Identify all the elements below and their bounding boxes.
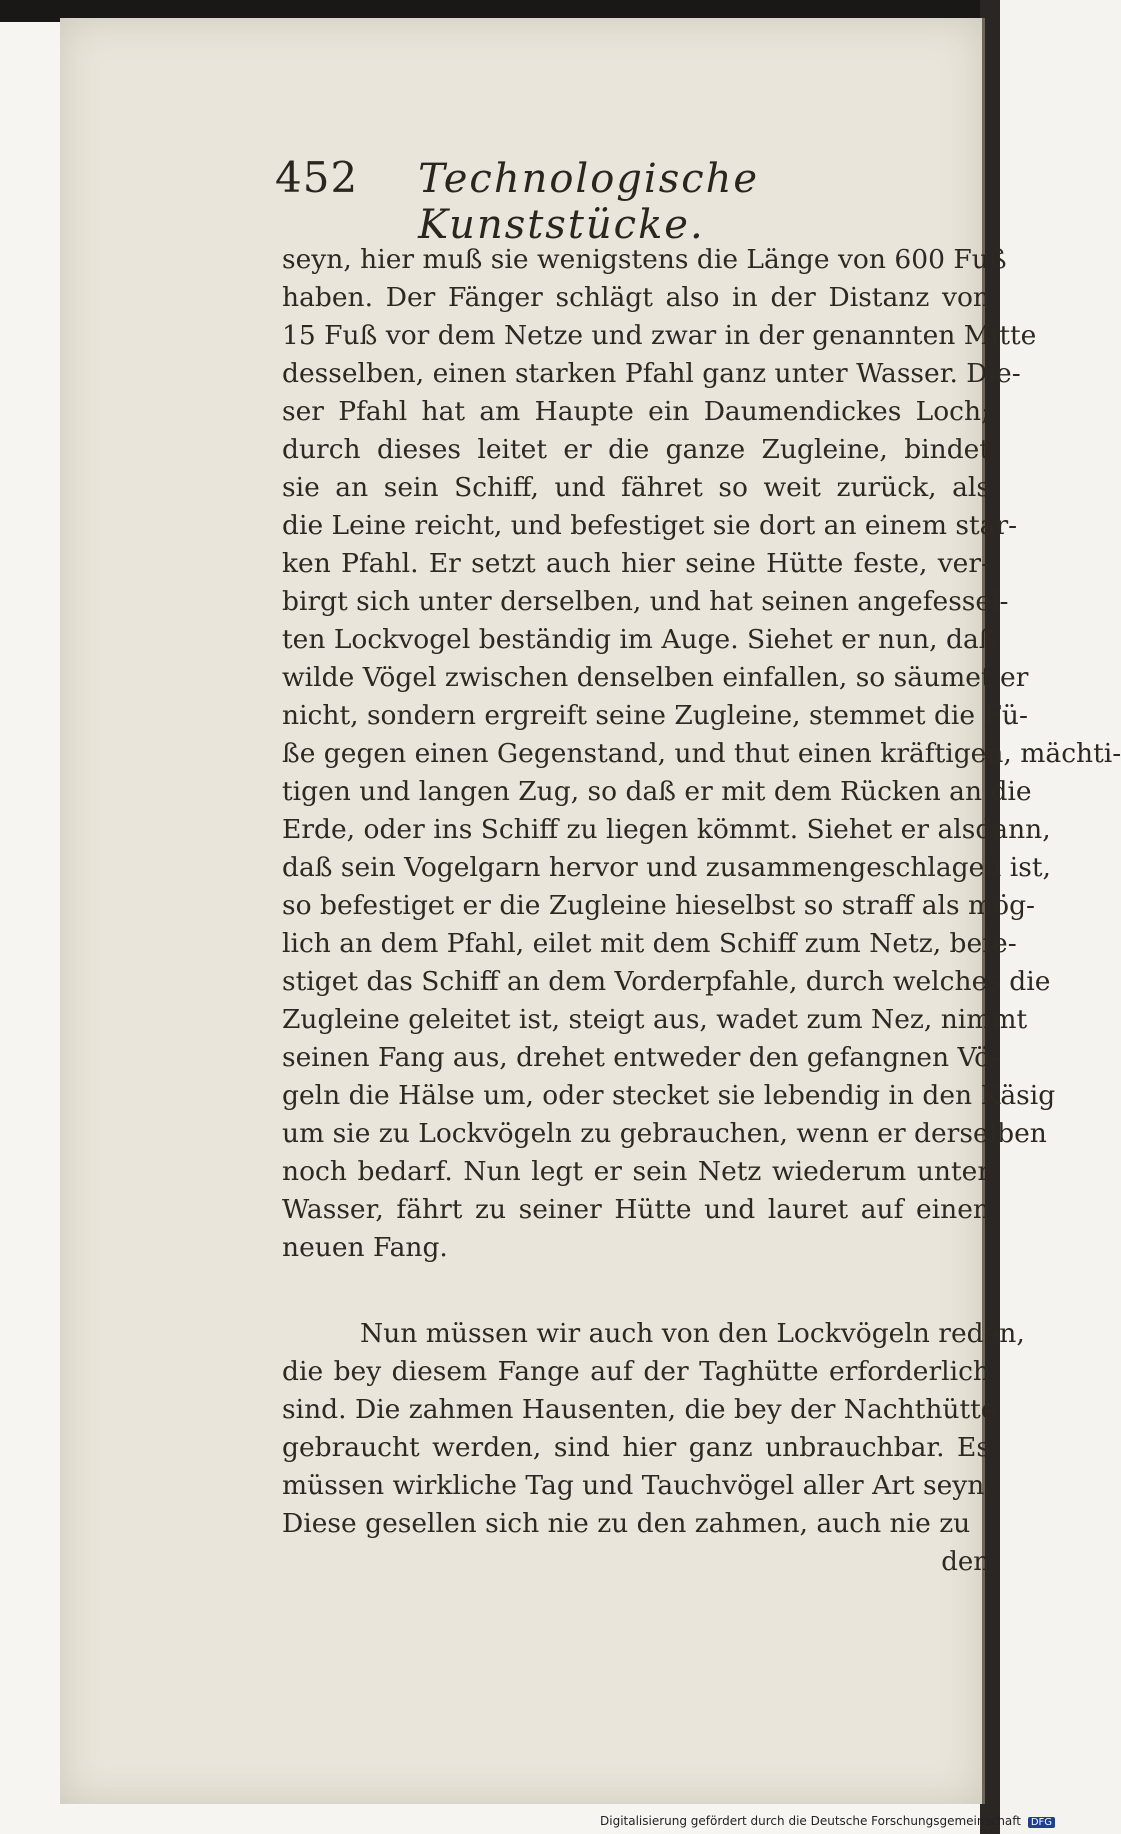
- page-header: [210, 153, 1000, 248]
- text-line: seyn, hier muß sie wenigstens die Länge von 600 Fuß: [282, 244, 1007, 275]
- text-line: ser Pfahl hat am Haupte ein Daumendickes Loch;: [282, 396, 990, 427]
- text-line: ten Lockvogel beständig im Auge. Siehet er nun, daß: [282, 624, 997, 655]
- text-line: die Leine reicht, und befestiget sie dort an einem star-: [282, 510, 1018, 541]
- text-line: ken Pfahl. Er setzt auch hier seine Hütte feste, ver-: [282, 548, 990, 579]
- text-line: haben. Der Fänger schlägt also in der Distanz von: [282, 282, 990, 313]
- text-line: so befestiget er die Zugleine hieselbst so straff als mög-: [282, 890, 1035, 921]
- text-line: die bey diesem Fange auf der Taghütte erforderlich: [282, 1356, 990, 1387]
- text-line: daß sein Vogelgarn hervor und zusammengeschlagen ist,: [282, 852, 1051, 883]
- text-line: geln die Hälse um, oder stecket sie lebendig in den Käsig: [282, 1080, 1056, 1111]
- text-line: noch bedarf. Nun legt er sein Netz wiederum unter: [282, 1156, 990, 1187]
- text-line: neuen Fang.: [282, 1232, 448, 1263]
- text-line: Erde, oder ins Schiff zu liegen kömmt. Siehet er alsdann,: [282, 814, 1051, 845]
- text-line: gebraucht werden, sind hier ganz unbrauchbar. Es: [282, 1432, 990, 1463]
- paragraph-1: [210, 241, 1121, 1267]
- dfg-logo: DFG: [1028, 1817, 1055, 1828]
- body-text: [210, 241, 1121, 1581]
- text-line: durch dieses leitet er die ganze Zugleine, bindet: [282, 434, 990, 465]
- text-line: sind. Die zahmen Hausenten, die bey der Nachthütte: [282, 1394, 997, 1425]
- text-line: seinen Fang aus, drehet entweder den gefangnen Vö-: [282, 1042, 1000, 1073]
- paragraph-gap: [210, 1267, 1000, 1315]
- text-line: lich an dem Pfahl, eilet mit dem Schiff zum Netz, befe-: [282, 928, 1017, 959]
- text-line: birgt sich unter derselben, und hat seinen angefessel-: [282, 586, 1009, 617]
- text-line: ße gegen einen Gegenstand, und thut einen kräftigen, mächti-: [282, 738, 1121, 769]
- text-line: tigen und langen Zug, so daß er mit dem Rücken an die: [282, 776, 1032, 807]
- page-content: [210, 153, 1121, 1581]
- text-line: um sie zu Lockvögeln zu gebrauchen, wenn er derselben: [282, 1118, 1047, 1149]
- book-page: [60, 18, 1121, 1804]
- footer-credit: [600, 1814, 1055, 1828]
- text-line: nicht, sondern ergreift seine Zugleine, stemmet die Fü-: [282, 700, 1028, 731]
- text-line: Wasser, fährt zu seiner Hütte und lauret auf einen: [282, 1194, 990, 1225]
- text-line: desselben, einen starken Pfahl ganz unter Wasser. Die-: [282, 358, 1021, 389]
- text-line: wilde Vögel zwischen denselben einfallen, so säumet er: [282, 662, 1029, 693]
- text-line: Zugleine geleitet ist, steigt aus, wadet zum Nez, nimmt: [282, 1004, 1028, 1035]
- text-line: müssen wirkliche Tag und Tauchvögel aller Art seyn.: [282, 1470, 993, 1501]
- footer-credit-text: Digitalisierung gefördert durch die Deutsche Forschungsgemeinschaft: [600, 1814, 1022, 1828]
- text-line: 15 Fuß vor dem Netze und zwar in der genannten Mitte: [282, 320, 1037, 351]
- text-line: Diese gesellen sich nie zu den zahmen, auch nie zu: [282, 1508, 971, 1539]
- paragraph-2: [210, 1315, 1025, 1543]
- text-line: stiget das Schiff an dem Vorderpfahle, durch welches die: [282, 966, 1051, 997]
- running-head: Technologische Kunststücke.: [418, 156, 760, 248]
- catchword: den: [941, 1547, 990, 1577]
- text-line: Nun müssen wir auch von den Lockvögeln reden,: [360, 1318, 1025, 1349]
- text-line: sie an sein Schiff, und fähret so weit zurück, als: [282, 472, 990, 503]
- page-number: 452: [275, 153, 359, 202]
